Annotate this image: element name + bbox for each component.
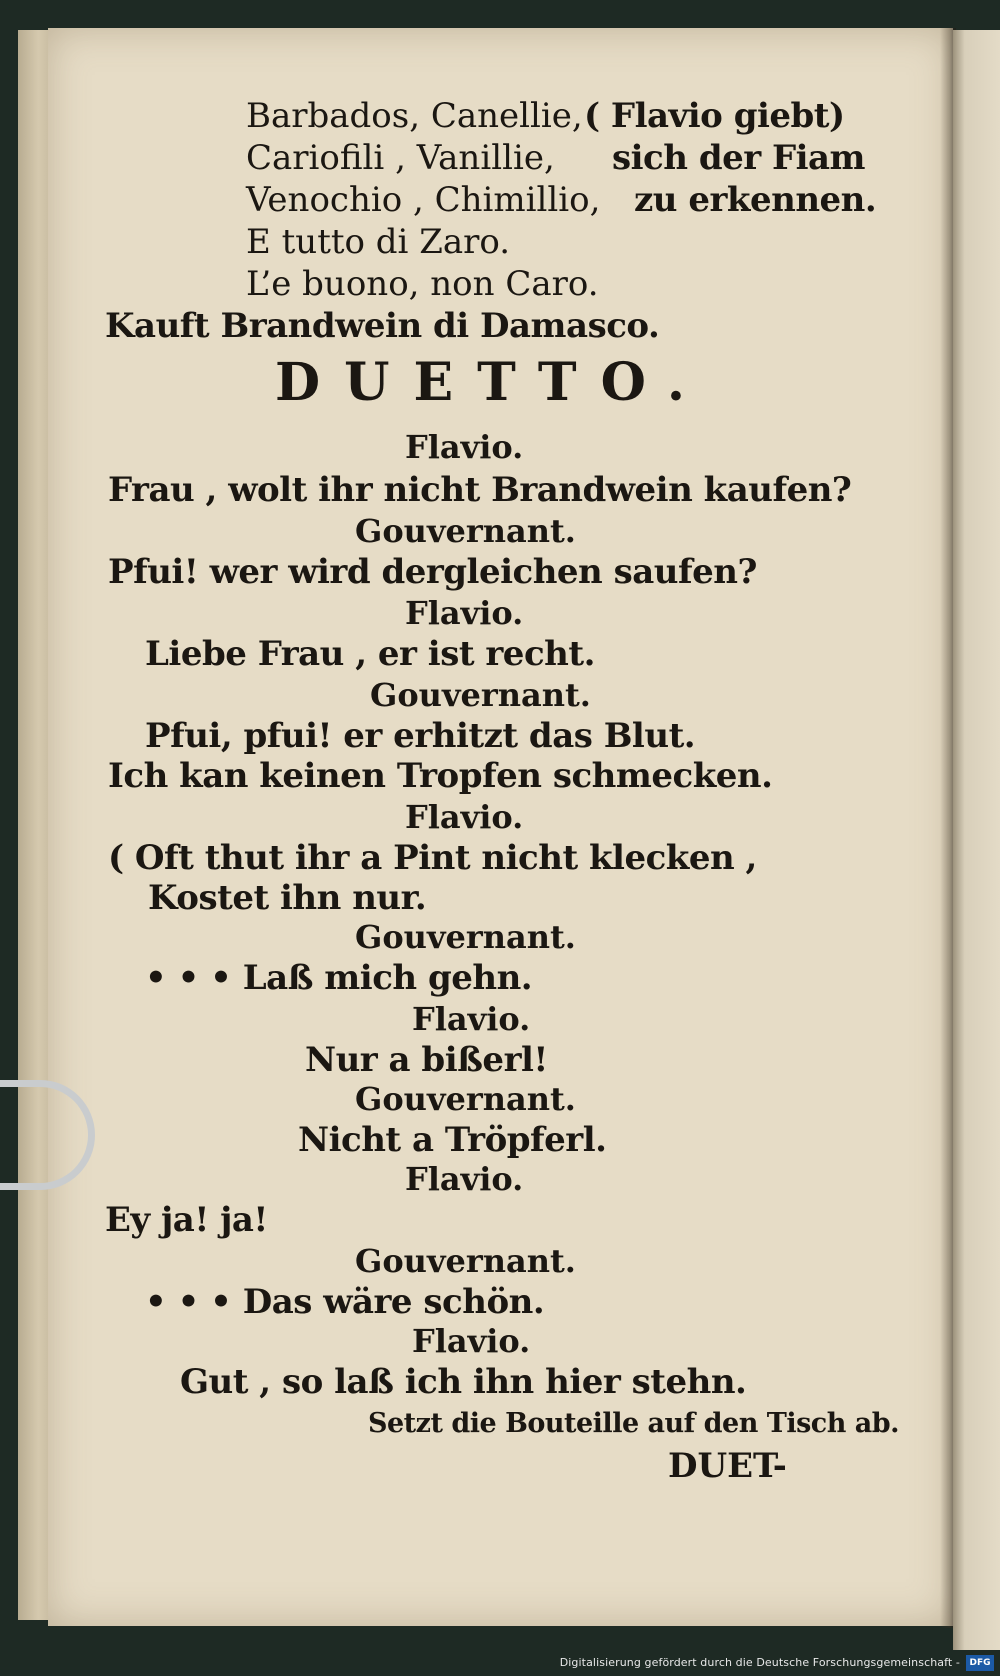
speaker-name: Flavio.: [405, 798, 524, 836]
dialogue-line: Frau , wolt ihr nicht Brandwein kaufen?: [108, 470, 852, 510]
text-line: sich der Fiam: [612, 138, 866, 178]
footer-credit: Digitalisierung gefördert durch die Deutsche Forschungsgemeinschaft -: [559, 1656, 960, 1669]
speaker-name: Gouvernant.: [355, 512, 576, 550]
speaker-name: Gouvernant.: [355, 918, 576, 956]
speaker-name: Flavio.: [412, 1000, 531, 1038]
speaker-name: Flavio.: [405, 428, 524, 466]
speaker-name: Flavio.: [405, 594, 524, 632]
dialogue-line: Ich kan keinen Tropfen schmecken.: [108, 756, 773, 796]
footer-bar: [0, 1652, 1000, 1676]
dialogue-line: Gut , so laß ich ihn hier stehn.: [180, 1362, 747, 1402]
verse-line: E tutto di Zaro.: [246, 222, 511, 262]
text-line: Barbados, Canellie,: [246, 96, 583, 136]
speaker-name: Gouvernant.: [370, 676, 591, 714]
verse-line: Kauft Brandwein di Damasco.: [105, 306, 660, 346]
dialogue-line: Liebe Frau , er ist recht.: [145, 634, 595, 674]
stage-direction: Setzt die Bouteille auf den Tisch ab.: [368, 1408, 900, 1439]
dialogue-line: Ey ja! ja!: [105, 1200, 268, 1240]
dialogue-line: • • • Das wäre schön.: [145, 1282, 545, 1322]
text-line: Venochio , Chimillio,: [246, 180, 601, 220]
dialogue-line: Nicht a Tröpferl.: [298, 1120, 607, 1160]
dfg-logo: DFG: [966, 1655, 994, 1671]
dialogue-line: Pfui! wer wird dergleichen saufen?: [108, 552, 757, 592]
speaker-name: Flavio.: [412, 1322, 531, 1360]
dialogue-line: • • • Laß mich gehn.: [145, 958, 533, 998]
section-title: DUETTO.: [275, 352, 709, 413]
facing-page-edge: [953, 30, 1000, 1650]
text-line: Cariofili , Vanillie,: [246, 138, 555, 178]
catchword: DUET-: [668, 1446, 787, 1486]
text-line: ( Flavio giebt): [584, 96, 845, 136]
speaker-name: Gouvernant.: [355, 1080, 576, 1118]
page-edge: [18, 30, 52, 1620]
speaker-name: Gouvernant.: [355, 1242, 576, 1280]
dialogue-line: Nur a bißerl!: [305, 1040, 548, 1080]
text-line: zu erkennen.: [634, 180, 877, 220]
speaker-name: Flavio.: [405, 1160, 524, 1198]
dialogue-line: ( Oft thut ihr a Pint nicht klecken ,: [108, 838, 757, 878]
dialogue-line: Pfui, pfui! er erhitzt das Blut.: [145, 716, 696, 756]
dialogue-line: Kostet ihn nur.: [148, 878, 427, 918]
verse-line: L’e buono, non Caro.: [246, 264, 599, 304]
